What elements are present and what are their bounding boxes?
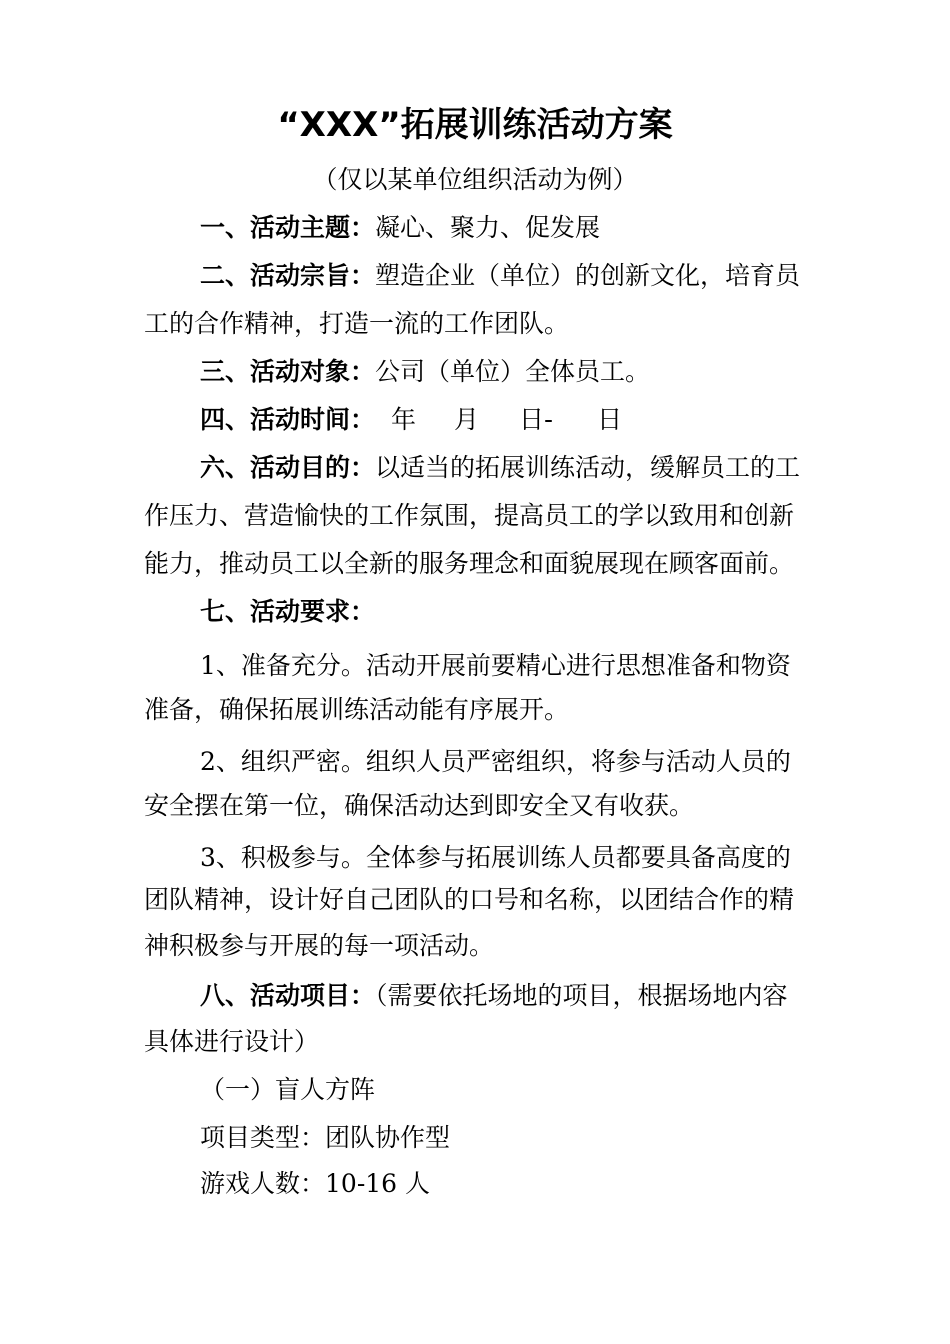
requirement-item-cont: 安全摆在第一位，确保活动达到即安全又有收获。: [144, 791, 695, 820]
requirement-item-cont: 团队精神，设计好自己团队的口号和名称，以团结合作的精: [144, 885, 795, 914]
item-text: 、组织严密。组织人员严密组织，将参与活动人员的: [215, 747, 791, 776]
project-players-unit: 人: [397, 1169, 431, 1198]
section-projects: [200, 976, 788, 1016]
project-type: [200, 1118, 450, 1158]
section-goal-cont: 作压力、营造愉快的工作氛围，提高员工的学以致用和创新: [144, 501, 795, 530]
project-type-value: 团队协作型: [325, 1123, 451, 1152]
section-goal-cont: 能力，推动员工以全新的服务理念和面貌展现在顾客面前。: [144, 549, 795, 578]
section-text: （需要依托场地的项目，根据场地内容: [375, 981, 788, 1010]
time-year: 年: [391, 405, 417, 434]
section-purpose: [200, 256, 800, 296]
section-theme: [200, 208, 600, 248]
time-day-start: 日-: [519, 405, 554, 434]
project-players-label: 游戏人数：: [200, 1169, 326, 1198]
item-number: 1: [200, 651, 216, 680]
requirement-item: [200, 742, 791, 782]
section-purpose-cont: 工的合作精神，打造一流的工作团队。: [144, 309, 570, 338]
document-title: “XXX”拓展训练活动方案: [277, 105, 673, 145]
item-number: 3: [200, 843, 216, 872]
requirement-item-cont: 神积极参与开展的每一项活动。: [144, 931, 495, 960]
item-text: 、准备充分。活动开展前要精心进行思想准备和物资: [215, 651, 791, 680]
requirement-item: [200, 646, 791, 686]
item-text: 、积极参与。全体参与拓展训练人员都要具备高度的: [215, 843, 791, 872]
time-day-end: 日: [597, 405, 623, 434]
project-heading: （一）盲人方阵: [200, 1075, 376, 1104]
section-text: 公司（单位）全体员工。: [375, 357, 651, 386]
section-label: 四、活动时间：: [200, 405, 376, 434]
section-text: 塑造企业（单位）的创新文化，培育员: [375, 261, 801, 290]
section-text: 凝心、聚力、促发展: [375, 213, 601, 242]
section-label: 二、活动宗旨：: [200, 261, 376, 290]
requirement-item-cont: 准备，确保拓展训练活动能有序展开。: [144, 695, 570, 724]
section-goal: [200, 448, 800, 488]
section-projects-cont: 具体进行设计）: [144, 1027, 320, 1056]
section-time: [200, 400, 622, 440]
project-type-label: 项目类型：: [200, 1123, 326, 1152]
section-label: 一、活动主题：: [200, 213, 376, 242]
time-month: 月: [454, 405, 480, 434]
item-number: 2: [200, 747, 216, 776]
section-requirements-label: 七、活动要求：: [200, 597, 376, 626]
project-players-value: 10-16: [325, 1169, 398, 1198]
project-players: [200, 1164, 430, 1204]
section-label: 八、活动项目：: [200, 981, 376, 1010]
section-label: 六、活动目的：: [200, 453, 376, 482]
requirement-item: [200, 838, 791, 878]
section-text: 以适当的拓展训练活动，缓解员工的工: [375, 453, 801, 482]
section-label: 三、活动对象：: [200, 357, 376, 386]
document-subtitle: （仅以某单位组织活动为例）: [312, 165, 638, 194]
section-target: [200, 352, 650, 392]
